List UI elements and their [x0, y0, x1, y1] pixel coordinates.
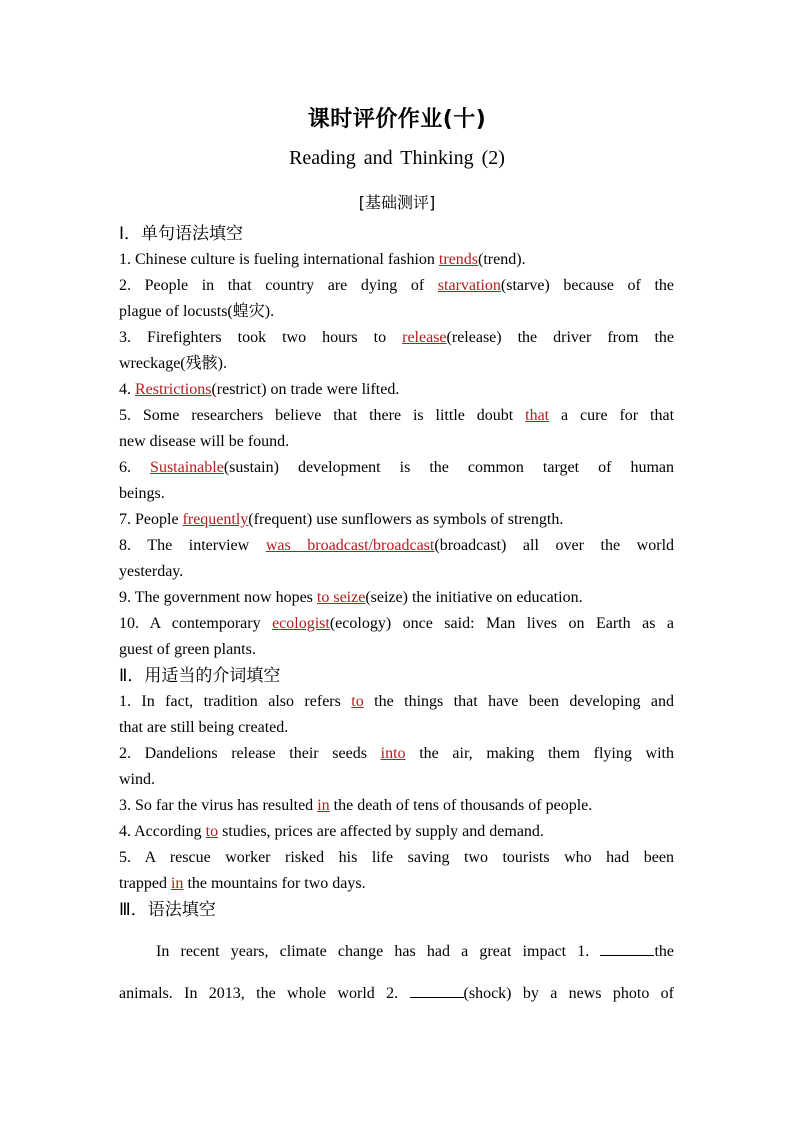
- line-text: that are still being created.: [119, 719, 289, 736]
- text-line: [119, 247, 674, 273]
- text-line: [119, 767, 674, 793]
- answer-text: to seize: [316, 589, 366, 606]
- answer-text: trends: [438, 251, 479, 268]
- answer-text: was broadcast/broadcast: [265, 537, 435, 554]
- line-text: (starve) because of the: [500, 277, 674, 294]
- line-text: (shock) by a news photo of: [463, 985, 674, 1002]
- line-text: plague of locusts(蝗灾).: [119, 303, 275, 320]
- answer-text: Restrictions: [135, 381, 212, 398]
- line-text: 5. Some researchers believe that there is little doubt: [119, 407, 526, 424]
- text-line: [119, 429, 674, 455]
- text-line: [119, 351, 674, 377]
- answer-text: in: [170, 875, 184, 892]
- line-text: the death of tens of thousands of people.: [329, 797, 593, 814]
- line-text: 10. A contemporary: [119, 615, 273, 632]
- text-line: [119, 845, 674, 871]
- line-text: (release) the driver from the: [446, 329, 675, 346]
- line-text: (seize) the initiative on education.: [365, 589, 583, 606]
- line-text: (ecology) once said: Man lives on Earth as a: [329, 615, 675, 632]
- text-line: [119, 585, 674, 611]
- exercise-item: [119, 845, 674, 897]
- line-text: (trend).: [478, 251, 526, 268]
- exercise-item: [119, 741, 674, 793]
- line-text: 2. Dandelions release their seeds: [119, 745, 381, 762]
- line-text: 7. People: [119, 511, 183, 528]
- exercise-item: [119, 793, 674, 819]
- line-text: yesterday.: [119, 563, 184, 580]
- text-line: [119, 403, 674, 429]
- answer-text: ecologist: [272, 615, 330, 632]
- text-line: [119, 689, 674, 715]
- answer-blank: [410, 983, 464, 998]
- line-text: 6.: [119, 459, 151, 476]
- answer-text: Sustainable: [150, 459, 224, 476]
- answer-text: that: [525, 407, 550, 424]
- part3-heading: Ⅲ．语法填空: [119, 900, 216, 920]
- line-text: the air, making them flying with: [405, 745, 674, 762]
- page-title: 课时评价作业(十): [307, 107, 487, 132]
- section-tag: [基础测评]: [358, 193, 436, 212]
- exercise-item: [119, 247, 674, 273]
- answer-text: frequently: [182, 511, 249, 528]
- text-line: [119, 741, 674, 767]
- exercise-item: [119, 273, 674, 325]
- answer-text: into: [380, 745, 406, 762]
- line-text: 3. Firefighters took two hours to: [119, 329, 403, 346]
- line-text: 1. In fact, tradition also refers: [119, 693, 352, 710]
- answer-text: in: [317, 797, 330, 814]
- line-text: In recent years, climate change has had a great impact 1.: [156, 943, 601, 960]
- part2-items: [119, 689, 674, 897]
- answer-text: to: [205, 823, 219, 840]
- exercise-item: [119, 455, 674, 507]
- line-text: the: [654, 943, 674, 960]
- paragraph-line: [119, 931, 674, 973]
- line-text: wind.: [119, 771, 155, 788]
- line-text: studies, prices are affected by supply and demand.: [218, 823, 544, 840]
- line-text: guest of green plants.: [119, 641, 256, 658]
- answer-text: release: [402, 329, 447, 346]
- line-text: beings.: [119, 485, 165, 502]
- line-text: wreckage(残骸).: [119, 355, 227, 372]
- line-text: (broadcast) all over the world: [434, 537, 675, 554]
- text-line: [119, 455, 674, 481]
- exercise-item: [119, 611, 674, 663]
- line-text: animals. In 2013, the whole world 2.: [119, 985, 410, 1002]
- text-line: [119, 793, 674, 819]
- line-text: 8. The interview: [119, 537, 266, 554]
- part1-heading: Ⅰ．单句语法填空: [119, 224, 244, 244]
- line-text: 4.: [119, 381, 135, 398]
- line-text: 5. A rescue worker risked his life saving two tourists who had been: [119, 849, 674, 866]
- exercise-item: [119, 689, 674, 741]
- page-subtitle: Reading and Thinking (2): [289, 147, 505, 169]
- line-text: the mountains for two days.: [183, 875, 366, 892]
- line-text: 9. The government now hopes: [119, 589, 317, 606]
- exercise-content: [119, 221, 674, 1015]
- exercise-item: [119, 403, 674, 455]
- part1-items: [119, 247, 674, 663]
- answer-text: to: [351, 693, 364, 710]
- line-text: 3. So far the virus has resulted: [119, 797, 318, 814]
- line-text: 1. Chinese culture is fueling international fashion: [119, 251, 439, 268]
- text-line: [119, 273, 674, 299]
- line-text: a cure for that: [549, 407, 675, 424]
- line-text: (restrict) on trade were lifted.: [211, 381, 400, 398]
- text-line: [119, 611, 674, 637]
- part2-heading: Ⅱ．用适当的介词填空: [119, 666, 281, 686]
- exercise-item: [119, 819, 674, 845]
- paragraph-line: [119, 973, 674, 1015]
- exercise-item: [119, 585, 674, 611]
- text-line: [119, 871, 674, 897]
- line-text: 4. According: [119, 823, 206, 840]
- line-text: (frequent) use sunflowers as symbols of strength.: [248, 511, 564, 528]
- text-line: [119, 715, 674, 741]
- line-text: 2. People in that country are dying of: [119, 277, 438, 294]
- line-text: new disease will be found.: [119, 433, 290, 450]
- text-line: [119, 819, 674, 845]
- exercise-item: [119, 325, 674, 377]
- exercise-item: [119, 377, 674, 403]
- line-text: trapped: [119, 875, 171, 892]
- text-line: [119, 377, 674, 403]
- text-line: [119, 637, 674, 663]
- answer-blank: [600, 941, 654, 956]
- text-line: [119, 299, 674, 325]
- part3-paragraph: [119, 931, 674, 1015]
- exercise-item: [119, 507, 674, 533]
- text-line: [119, 559, 674, 585]
- line-text: the things that have been developing and: [363, 693, 674, 710]
- answer-text: starvation: [437, 277, 501, 294]
- text-line: [119, 507, 674, 533]
- text-line: [119, 533, 674, 559]
- text-line: [119, 481, 674, 507]
- line-text: (sustain) development is the common target of human: [223, 459, 675, 476]
- text-line: [119, 325, 674, 351]
- exercise-item: [119, 533, 674, 585]
